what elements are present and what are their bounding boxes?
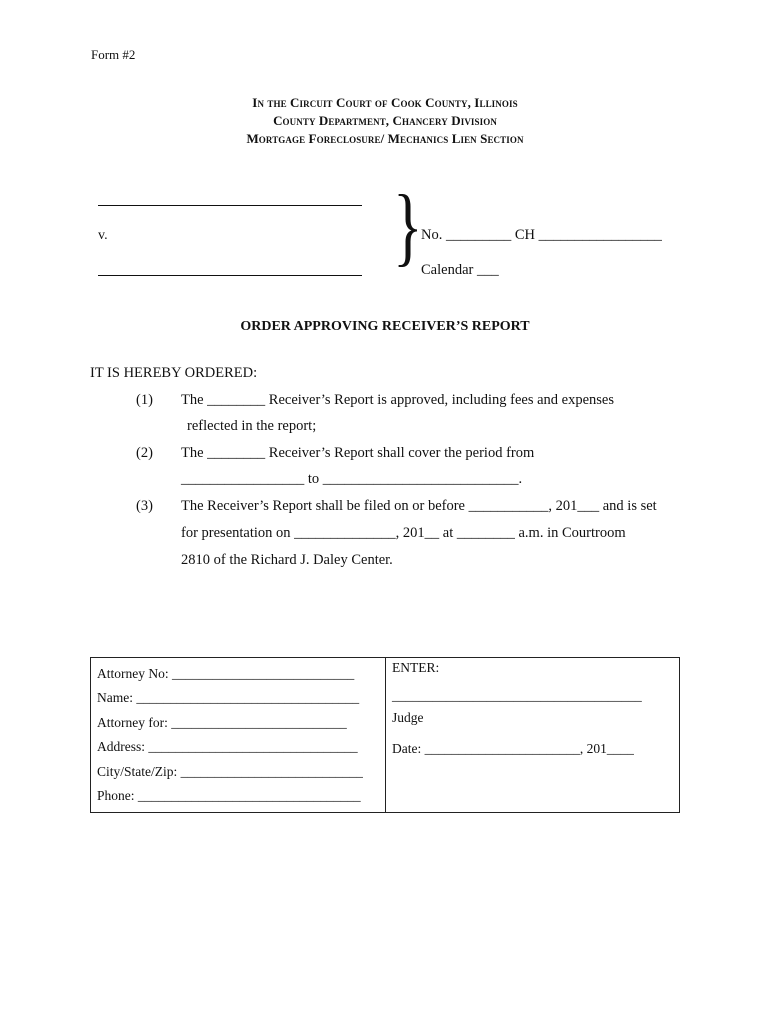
paragraph-2-line2[interactable]: _________________ to ___________________________. (181, 471, 523, 487)
form-number: Form #2 (91, 47, 136, 62)
paragraph-1-line1[interactable]: The ________ Receiver’s Report is approved, including fees and expenses (181, 392, 615, 408)
paragraph-3-line1[interactable]: The Receiver’s Report shall be filed on or before ___________, 201___ and is set (181, 498, 657, 514)
signature-box-divider (385, 658, 386, 812)
attorney-name-field[interactable]: Name: _________________________________ (97, 690, 360, 705)
attorney-no-field[interactable]: Attorney No: ___________________________ (97, 666, 355, 681)
caption-brace: } (393, 178, 423, 275)
paragraph-3-number: (3) (136, 498, 153, 514)
paragraph-3-line3: 2810 of the Richard J. Daley Center. (181, 552, 393, 568)
calendar-field[interactable]: Calendar ___ (421, 262, 499, 278)
paragraph-2-line1[interactable]: The ________ Receiver’s Report shall cover the period from (181, 445, 535, 461)
city-state-zip-field[interactable]: City/State/Zip: ___________________________ (97, 764, 363, 779)
paragraph-1-number: (1) (136, 392, 153, 408)
paragraph-3-line2[interactable]: for presentation on ______________, 201__ at ________ a.m. in Courtroom (181, 525, 626, 541)
signature-box (90, 657, 680, 813)
paragraph-1-line2: reflected in the report; (187, 418, 317, 434)
paragraph-2-number: (2) (136, 445, 153, 461)
enter-label: ENTER: (392, 660, 440, 675)
address-field[interactable]: Address: _______________________________ (97, 739, 358, 754)
plaintiff-line[interactable] (98, 205, 362, 206)
defendant-line[interactable] (98, 275, 362, 276)
ordered-intro: IT IS HEREBY ORDERED: (90, 365, 258, 381)
judge-signature-line[interactable]: _____________________________________ (392, 688, 642, 703)
order-title: ORDER APPROVING RECEIVER’S REPORT (240, 319, 530, 334)
versus-label: v. (98, 228, 108, 243)
court-heading-line1: In the Circuit Court of Cook County, Illinois (252, 95, 518, 110)
court-heading-line2: County Department, Chancery Division (273, 113, 497, 128)
case-number-field[interactable]: No. _________ CH _________________ (421, 227, 662, 243)
attorney-for-field[interactable]: Attorney for: __________________________ (97, 715, 347, 730)
entry-date-field[interactable]: Date: _______________________, 201____ (392, 741, 634, 756)
court-heading-line3: Mortgage Foreclosure/ Mechanics Lien Section (246, 131, 524, 146)
judge-label: Judge (392, 710, 424, 725)
phone-field[interactable]: Phone: _________________________________ (97, 788, 361, 803)
